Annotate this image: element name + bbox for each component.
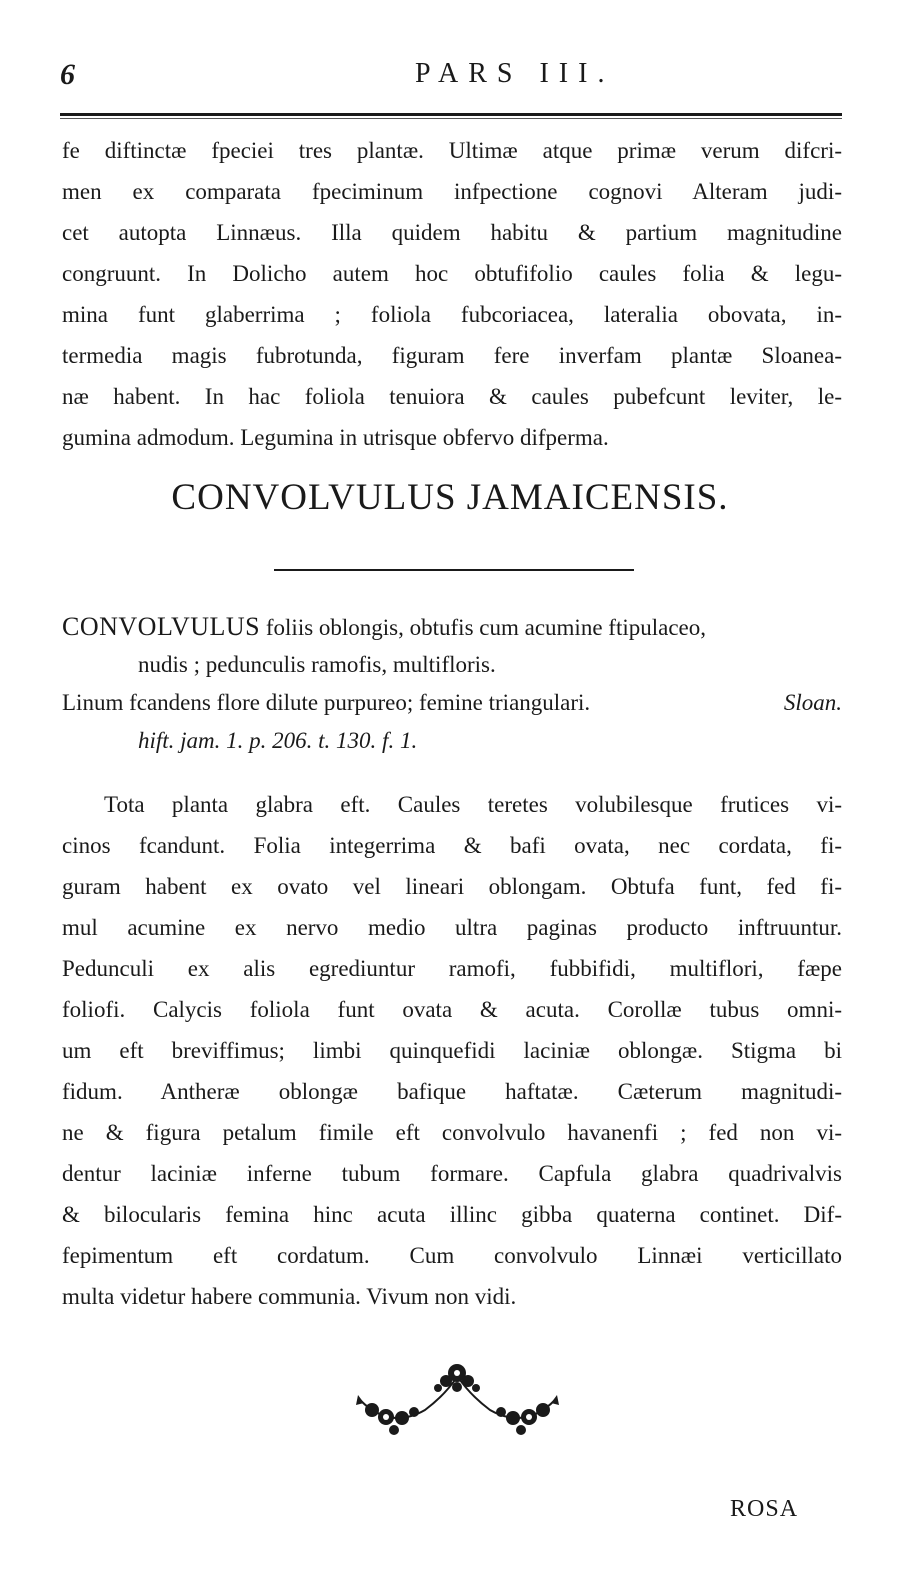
text-line: mul acumine ex nervo medio ultra paginas producto inftruuntur. xyxy=(62,915,842,940)
diagnosis-continuation: nudis ; pedunculis ramofis, multifloris. xyxy=(138,652,496,677)
text-line: mina funt glaberrima ; foliola fubcoriacea, lateralia obovata, in- xyxy=(62,302,842,327)
text-line: men ex comparata fpeciminum infpectione cognovi Alteram judi- xyxy=(62,179,842,204)
text-line: congruunt. In Dolicho autem hoc obtufifolio caules folia & legu- xyxy=(62,261,842,286)
header-rule xyxy=(60,113,842,116)
species-heading: CONVOLVULUS JAMAICENSIS. xyxy=(171,477,729,518)
text-line: fidum. Antheræ oblongæ bafique haftatæ. Cæterum magnitudi- xyxy=(62,1079,842,1104)
text-line: guram habent ex ovato vel lineari oblongam. Obtufa funt, fed fi- xyxy=(62,874,842,899)
page-number: 6 xyxy=(60,58,75,91)
diagnosis-text: foliis oblongis, obtufis cum acumine ftipulaceo, xyxy=(260,615,706,640)
synonym-text: Linum fcandens flore dilute purpureo; femine triangulari. xyxy=(62,690,591,715)
text-line: & bilocularis femina hinc acuta illinc gibba quaterna continet. Dif- xyxy=(62,1202,842,1227)
citation-author: Sloan. xyxy=(783,690,842,715)
text-line: um eft breviffimus; limbi quinquefidi laciniæ oblongæ. Stigma bi xyxy=(62,1038,842,1063)
running-head xyxy=(60,58,840,98)
citation-reference: hift. jam. 1. p. 206. t. 130. f. 1. xyxy=(138,728,418,753)
synonymy-block xyxy=(62,608,842,760)
synonym-line xyxy=(62,684,842,722)
text-line: næ habent. In hac foliola tenuiora & caules pubefcunt leviter, le- xyxy=(62,384,842,409)
text-line: gumina admodum. Legumina in utrisque obfervo difperma. xyxy=(62,425,609,450)
heading-rule xyxy=(274,569,634,571)
running-title: PARS III. xyxy=(415,58,615,89)
text-line: fe diftinctæ fpeciei tres plantæ. Ultimæ atque primæ verum difcri- xyxy=(62,138,842,163)
text-line: dentur laciniæ inferne tubum formare. Capfula glabra quadrivalvis xyxy=(62,1161,842,1186)
text-line: termedia magis fubrotunda, figuram fere inverfam plantæ Sloanea- xyxy=(62,343,842,368)
header-rule-thin xyxy=(60,118,842,119)
text-line: multa videtur habere communia. Vivum non vidi. xyxy=(62,1284,517,1309)
description-paragraph xyxy=(62,784,842,1317)
genus-name: CONVOLVULUS xyxy=(62,612,261,641)
floral-garland-ornament-icon xyxy=(350,1355,565,1450)
text-line: Pedunculi ex alis egrediuntur ramofi, fubbifidi, multiflori, fæpe xyxy=(62,956,842,981)
catchword: ROSA xyxy=(730,1496,799,1522)
text-line: foliofi. Calycis foliola funt ovata & acuta. Corollæ tubus omni- xyxy=(62,997,842,1022)
text-line: ne & figura petalum fimile eft convolvulo havanenfi ; fed non vi- xyxy=(62,1120,842,1145)
text-line: Tota planta glabra eft. Caules teretes volubilesque frutices vi- xyxy=(104,792,842,817)
diagnosis-line xyxy=(62,608,842,646)
paragraph-continued xyxy=(62,130,842,458)
text-line: fepimentum eft cordatum. Cum convolvulo Linnæi verticillato xyxy=(62,1243,842,1268)
text-line: cinos fcandunt. Folia integerrima & bafi ovata, nec cordata, fi- xyxy=(62,833,842,858)
text-line: cet autopta Linnæus. Illa quidem habitu & partium magnitudine xyxy=(62,220,842,245)
